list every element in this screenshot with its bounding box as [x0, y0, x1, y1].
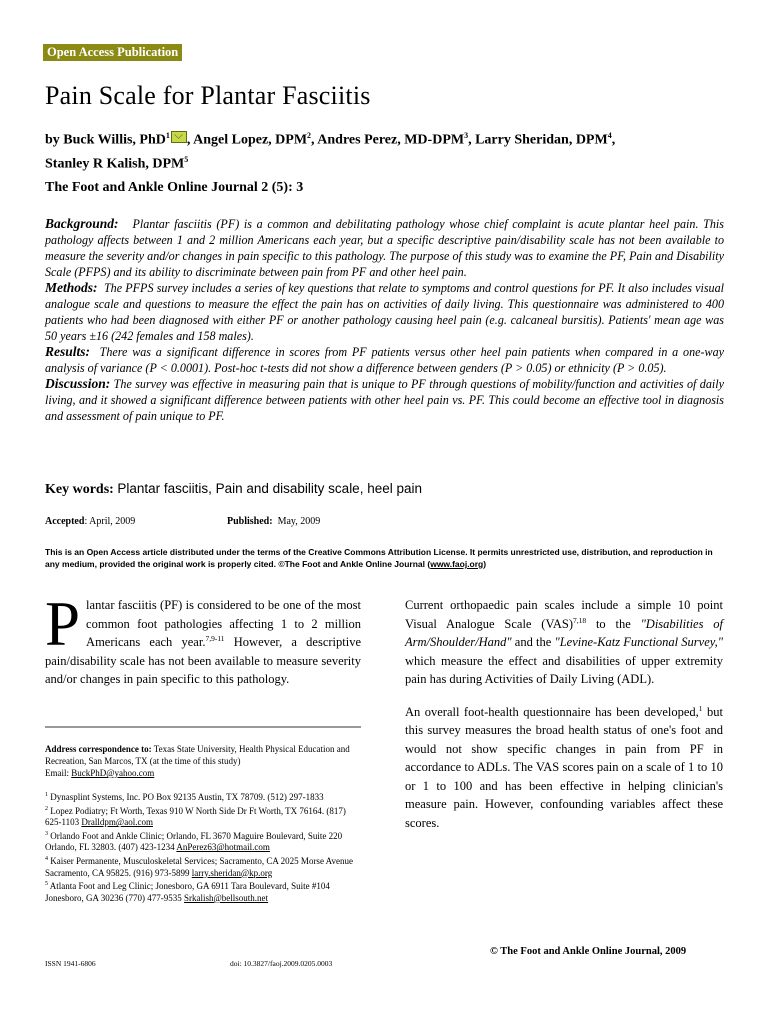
license-end: ) [483, 559, 487, 569]
text-run: and the [511, 635, 555, 649]
published-date [227, 516, 320, 527]
affiliations [45, 790, 361, 904]
footnote-divider [45, 726, 361, 728]
author-4: , Larry Sheridan, DPM [468, 132, 608, 148]
affiliation-email-link[interactable]: Dralldpm@aol.com [81, 817, 153, 828]
abstract-results [45, 344, 724, 376]
correspondence-block [45, 743, 361, 785]
keywords-label: Key words: [45, 482, 114, 497]
text-run: which measure the effect and disabilities of upper extremity pain has during Activities of Daily Living (ADL). [405, 653, 723, 686]
background-heading: Background: [45, 216, 119, 231]
accepted-value: : April, 2009 [84, 516, 136, 527]
open-access-badge: Open Access Publication [43, 44, 182, 61]
body-column-left [45, 589, 362, 689]
affiliation-number: 2 [45, 805, 48, 812]
author-list [45, 126, 735, 173]
results-heading: Results: [45, 344, 91, 359]
citation-ref: 7,9-11 [205, 633, 225, 643]
results-text: There was a significant difference in scores from PF patients versus other heel pain patients when compared in a one-way analysis of variance (P < 0.0001). Post-hoc t-tests did not show a difference between genders (P > 0.05) or ethnicity (P > 0.05). [45, 345, 725, 375]
journal-website-link[interactable]: www.faoj.org [430, 559, 484, 569]
affiliation-5 [45, 879, 361, 904]
body-column-right [405, 596, 723, 846]
author-5: Stanley R Kalish, DPM [45, 156, 185, 172]
affiliation-email-link[interactable]: larry.sheridan@kp.org [191, 867, 273, 878]
issn-footer: ISSN 1941-6806 [45, 959, 96, 968]
affiliation-number: 1 [45, 792, 48, 798]
affiliation-text: Kaiser Permanente, Musculoskeletal Services; Sacramento, CA 2025 Morse Avenue Sacramento, CA 95825. (916) 973-5899 [45, 855, 354, 878]
text-run: but this survey measures the broad health status of one's foot and would not show specific changes in pain from PF in accordance to ADLs. The VAS scores pain on a scale of 1 to 10 or 1 to 100 and has been effective in helping clinician's measure pain. However, confounding variables affect these scores. [405, 704, 723, 830]
author-3: , Andres Perez, MD-DPM [311, 132, 465, 148]
scale-name: "Levine-Katz Functional Survey," [554, 635, 724, 649]
affiliation-number: 3 [45, 830, 48, 837]
body-left-text-1: lantar fasciitis (PF) is considered to be one of the most common foot pathologies affecting 1 to 2 million Americans each year. [86, 598, 361, 649]
abstract-methods [45, 280, 724, 344]
keywords-value: Plantar fasciitis, Pain and disability scale, heel pain [117, 481, 422, 496]
license-notice [45, 546, 725, 570]
affiliation-email-link[interactable]: Srkalish@bellsouth.net [184, 892, 269, 903]
affiliation-2 [45, 804, 361, 829]
correspondence-address [45, 743, 361, 779]
accepted-label: Accepted [45, 516, 85, 527]
affiliation-number: 4 [45, 855, 48, 862]
abstract-background [45, 216, 724, 280]
published-label: Published: [227, 516, 273, 527]
accepted-date [45, 516, 135, 527]
citation-ref: 7,18 [573, 615, 587, 625]
body-right-paragraph-1 [405, 596, 723, 689]
correspondence-email-link[interactable]: BuckPhD@yahoo.com [71, 768, 155, 778]
correspondence-label: Address correspondence to: [45, 744, 152, 754]
published-value: May, 2009 [277, 516, 321, 527]
abstract-discussion [45, 376, 724, 424]
affiliation-number: 5 [45, 881, 48, 888]
background-text: Plantar fasciitis (PF) is a common and debilitating pathology whose chief complaint is acute plantar heel pain. This pathology affects between 1 and 2 million Americans each year, but a specific descriptive pain/disability scale has not been available to measure the severity and/or changes in pain specific to this pathology. The purpose of this study was to examine the PF, Pain and Disability Scale (PFPS) and its ability to discriminate between pain from PF and other heel pain. [45, 217, 724, 279]
author-2: , Angel Lopez, DPM [186, 132, 308, 148]
affiliation-3 [45, 829, 361, 854]
affiliation-text: Orlando Foot and Ankle Clinic; Orlando, FL 3670 Maguire Boulevard, Suite 220 Orlando, FL 32803. (407) 423-1234 [45, 830, 343, 853]
correspondence-text: Texas State University, Health Physical Education and Recreation, San Marcos, TX (at the time of this study) [45, 744, 350, 766]
journal-citation: The Foot and Ankle Online Journal 2 (5): 3 [45, 180, 304, 195]
scale-name: "Disabilities of Arm/Shoulder/Hand" [405, 616, 723, 649]
doi-footer: doi: 10.3827/faoj.2009.0205.0003 [230, 959, 333, 968]
affiliation-text: Lopez Podiatry; Ft Worth, Texas 910 W North Side Dr Ft Worth, TX 76164. (817) 625-1103 [45, 805, 346, 828]
page-title: Pain Scale for Plantar Fasciitis [45, 81, 371, 110]
license-text: This is an Open Access article distributed under the terms of the Creative Commons Attribution License. It permits unrestricted use, distribution, and reproduction in any medium, provided the original work is properly cited. ©The Foot and Ankle Online Journal ( [45, 547, 713, 569]
author-3-affil: 3 [464, 131, 469, 140]
authors-by: by [45, 132, 60, 148]
email-label: Email: [45, 768, 72, 778]
discussion-heading: Discussion: [45, 376, 111, 391]
body-right-paragraph-2 [405, 703, 723, 833]
body-left-text-2: However, a descriptive pain/disability scale has not been available to measure severity and/or changes in pain specific to this pathology. [45, 635, 362, 686]
methods-text: The PFPS survey includes a series of key questions that relate to symptoms and control questions for PF. It also includes visual analogue scale and questions to measure the effect the pain has on activities of daily living. This questionnaire was administered to 400 patients who had been diagnosed with either PF or another pathology causing heel pain (e.g. calcaneal bursitis). Patients' mean age was 50 years ±16 (242 females and 158 males). [45, 281, 725, 343]
affiliation-text: Atlanta Foot and Leg Clinic; Jonesboro, GA 6911 Tara Boulevard, Suite #104 Jonesboro, GA 30236 (770) 477-9535 [45, 881, 330, 903]
affiliation-4 [45, 854, 361, 879]
email-icon[interactable] [171, 131, 187, 143]
author-2-affil: 2 [307, 131, 312, 140]
methods-heading: Methods: [45, 280, 98, 295]
author-4-comma: , [611, 132, 616, 148]
copyright-footer: © The Foot and Ankle Online Journal, 2009 [490, 946, 687, 957]
discussion-text: The survey was effective in measuring pain that is unique to PF through questions of mobility/function and activities of daily living, and it showed a significant difference between patients with other heel pain vs. PF. This could become an effective tool in diagnosis and assessment of pain unique to PF. [45, 377, 724, 423]
author-5-affil: 5 [184, 154, 189, 164]
text-run: to the [586, 616, 641, 631]
author-1: Buck Willis, PhD [63, 132, 166, 148]
keywords [45, 481, 422, 498]
citation-ref: 1 [698, 703, 703, 713]
author-1-affil: 1 [165, 131, 170, 140]
author-4-affil: 4 [607, 131, 612, 140]
affiliation-email-link[interactable]: AnPerez63@hotmail.com [176, 842, 270, 853]
affiliation-text: Dynasplint Systems, Inc. PO Box 92135 Austin, TX 78709. (512) 297-1833 [48, 792, 324, 802]
affiliation-1 [45, 790, 361, 804]
text-run: An overall foot-health questionnaire has been developed, [405, 704, 699, 719]
abstract [45, 216, 724, 424]
text-run: Current orthopaedic pain scales include a simple 10 point Visual Analogue Scale (VAS) [405, 598, 723, 631]
drop-cap: P [45, 589, 81, 659]
